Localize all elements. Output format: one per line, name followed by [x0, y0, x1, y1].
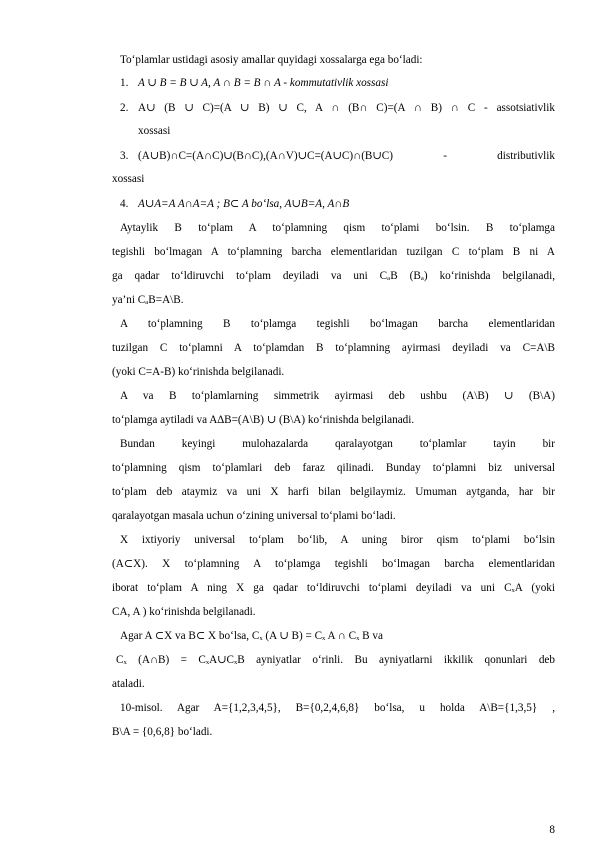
text-line: A ∪ B = B ∪ A, A ∩ B = B ∩ A - kommutativlik xossasi: [138, 77, 389, 89]
text-line: A∪A=A A∩A=A ; B⊂ A bo‘lsa, A∪B=A, A∩B: [138, 198, 350, 210]
page-number: 8: [549, 824, 555, 836]
text-line: Aytaylik B to‘plam A to‘plamning qism to‘plami bo‘lsin. B to‘plamga: [120, 222, 555, 234]
text-line: to‘plam deb ataymiz va uni X harfi bilan belgilaymiz. Umuman aytganda, har bir: [112, 486, 555, 498]
text-line: CA, A ) ko‘rinishda belgilanadi.: [112, 606, 256, 618]
text-line: (A⊂X). X to‘plamning A to‘plamga tegishli bo‘lmagan barcha elementlaridan: [112, 558, 555, 570]
text-line: Agar A ⊂X va B⊂ X bo‘lsa, Cₓ (A ∪ B) = Cₓ A ∩ Cₓ B va: [120, 630, 383, 642]
list-number: 4.: [120, 198, 129, 210]
text-line: to‘plamning qism to‘plamlari deb faraz qilinadi. Bunday to‘plamni biz universal: [112, 462, 555, 474]
text-line: (A∪B)∩C=(A∩C)∪(B∩C),(A∩V)∪C=(A∪C)∩(B∪C) - distributivlik: [138, 150, 555, 162]
text-line: Cₓ (A∩B) = CₓA∪CₓB ayniyatlar o‘rinli. Bu ayniyatlarni ikkilik qonunlari deb: [116, 654, 555, 666]
text-line: iborat to‘plam A ning X ga qadar to‘ldiruvchi to‘plami deyiladi va uni CₓA (yoki: [112, 582, 555, 594]
text-line: 10-misol. Agar A={1,2,3,4,5}, B={0,2,4,6,8} bo‘lsa, u holda A\B={1,3,5} ,: [120, 702, 555, 714]
text-line: (yoki C=A-B) ko‘rinishda belgilanadi.: [112, 366, 285, 378]
text-line: ataladi.: [112, 678, 145, 690]
text-line: X ixtiyoriy universal to‘plam bo‘lib, A uning biror qism to‘plami bo‘lsin: [120, 534, 555, 546]
list-number: 1.: [120, 77, 129, 89]
list-number: 2.: [120, 102, 129, 114]
list-number: 3.: [120, 150, 129, 162]
text-line: xossasi: [112, 173, 145, 185]
text-line: ya’ni CₐB=A\B.: [112, 294, 184, 306]
text-line: A∪ (B ∪ C)=(A ∪ B) ∪ C, A ∩ (B∩ C)=(A ∩ B) ∩ C - assotsiativlik: [138, 102, 555, 114]
text-line: Bundan keyingi mulohazalarda qaralayotgan to‘plamlar tayin bir: [120, 438, 555, 450]
text-line: tuzilgan C to‘plamni A to‘plamdan B to‘plamning ayirmasi deyiladi va C=A\B: [112, 342, 555, 354]
text-line: qaralayotgan masala uchun o‘zining universal to‘plami bo‘ladi.: [112, 510, 396, 522]
text-line: xossasi: [138, 125, 171, 137]
text-line: To‘plamlar ustidagi asosiy amallar quyidagi xossalarga ega bo‘ladi:: [120, 54, 423, 66]
text-line: tegishli bo‘lmagan A to‘plamning barcha elementlaridan tuzilgan C to‘plam B ni A: [112, 246, 555, 258]
text-line: B\A = {0,6,8} bo‘ladi.: [112, 726, 213, 738]
text-line: to‘plamga aytiladi va A∆B=(A\B) ∪ (B\A) ko‘rinishda belgilanadi.: [112, 414, 415, 426]
text-line: A va B to‘plamlarning simmetrik ayirmasi deb ushbu (A\B) ∪ (B\A): [120, 390, 555, 402]
text-line: A to‘plamning B to‘plamga tegishli bo‘lmagan barcha elementlaridan: [120, 318, 555, 330]
text-line: ga qadar to‘ldiruvchi to‘plam deyiladi va uni CₐB (Bₐ) ko‘rinishda belgilanadi,: [112, 270, 555, 282]
